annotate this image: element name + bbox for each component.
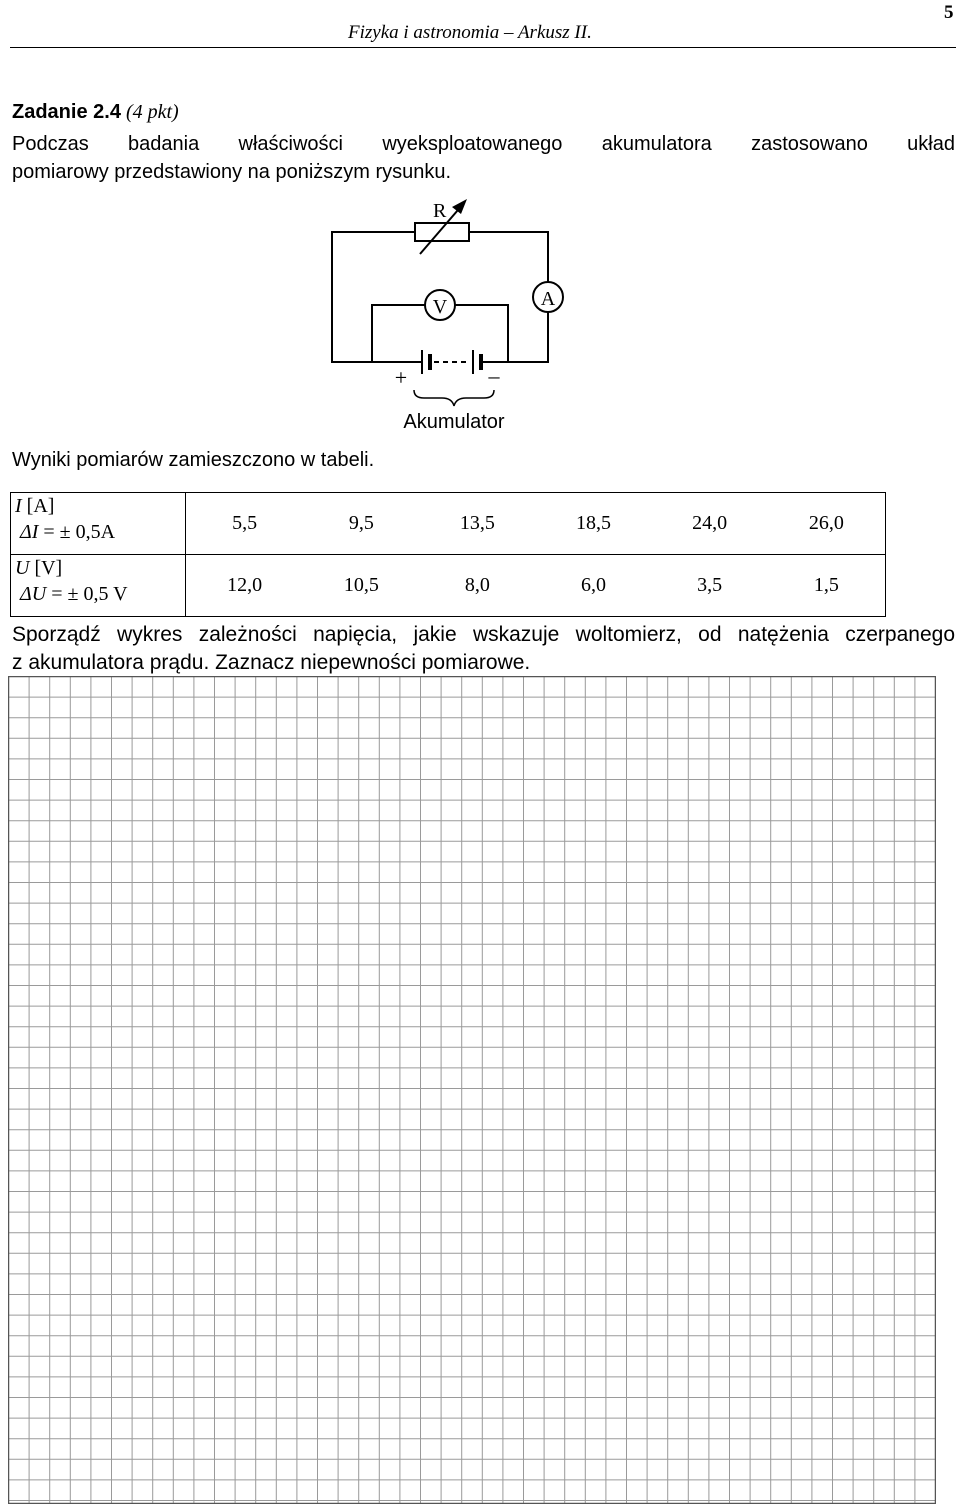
intro-line-1: Podczas badania właściwości wyeksploatowanego akumulatora zastosowano układ: [12, 133, 955, 155]
voltage-row: [11, 555, 886, 617]
minus-sign: –: [488, 363, 500, 388]
task-label: Zadanie 2.4: [12, 101, 121, 123]
running-header: Fizyka i astronomia – Arkusz II.: [348, 22, 592, 43]
current-header: I [A] ΔI = ± 0,5A: [11, 493, 186, 555]
circuit-wire-bottom-right: [487, 312, 548, 362]
voltmeter-label: V: [432, 296, 448, 318]
voltage-value: 3,5: [652, 555, 768, 617]
current-value: 9,5: [303, 493, 419, 555]
page-number: 5: [944, 2, 954, 23]
instruction-line-1: Sporządź wykres zależności napięcia, jakie wskazuje woltomierz, od natężenia czerpanego: [12, 623, 955, 646]
circuit-wire-left: [332, 232, 415, 362]
circuit-wire-right: [469, 232, 548, 282]
current-value: 26,0: [768, 493, 886, 555]
task-points: (4 pkt): [125, 101, 179, 123]
current-value: 24,0: [652, 493, 768, 555]
voltage-value: 6,0: [535, 555, 651, 617]
current-value: 5,5: [186, 493, 304, 555]
voltmeter-wire-right: [455, 305, 508, 362]
current-row: [11, 493, 886, 555]
intro-line-2: pomiarowy przedstawiony na poniższym rysunku.: [12, 161, 452, 183]
measurement-table: [10, 492, 886, 617]
plus-sign: +: [394, 365, 408, 390]
instruction-line-2: z akumulatora prądu. Zaznacz niepewności pomiarowe.: [12, 651, 531, 674]
voltage-value: 1,5: [768, 555, 886, 617]
battery-label: Akumulator: [403, 411, 505, 433]
rheostat-arrow-head: [452, 199, 467, 214]
voltage-value: 10,5: [303, 555, 419, 617]
voltage-header: U [V] ΔU = ± 0,5 V: [11, 555, 186, 617]
circuit-diagram: [0, 0, 960, 470]
voltmeter-wire-left: [372, 305, 425, 362]
voltage-value: 12,0: [186, 555, 304, 617]
resistor-label: R: [433, 200, 447, 222]
battery-brace: [414, 390, 494, 406]
current-value: 13,5: [419, 493, 535, 555]
task-instruction: [12, 621, 955, 677]
graph-paper-grid[interactable]: [8, 676, 936, 1504]
ammeter-label: A: [540, 288, 556, 310]
results-label: Wyniki pomiarów zamieszczono w tabeli.: [12, 449, 375, 471]
current-value: 18,5: [535, 493, 651, 555]
resistor-symbol: [415, 223, 469, 241]
voltage-value: 8,0: [419, 555, 535, 617]
